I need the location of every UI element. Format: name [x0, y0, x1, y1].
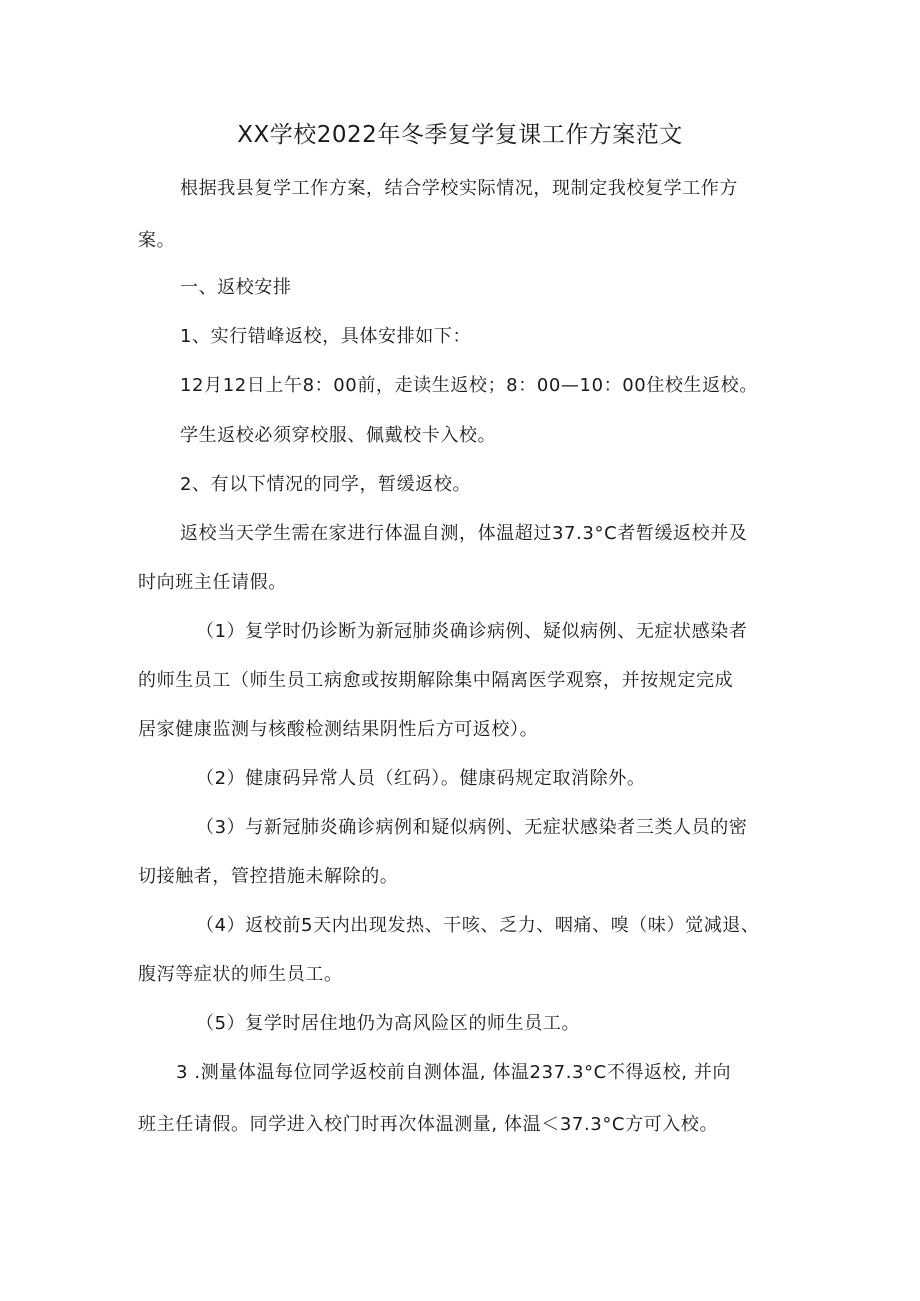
- item-1-schedule: 12月12日上午8：00前，走读生返校；8：00—10：00住校生返校。: [180, 375, 758, 396]
- condition-4-line-1: （4）返校前5天内出现发热、干咳、乏力、咽痛、嗅（味）觉减退、: [196, 915, 760, 936]
- intro-line-2: 案。: [138, 230, 176, 251]
- item-1-uniform: 学生返校必须穿校服、佩戴校卡入校。: [180, 425, 497, 446]
- condition-1-line-2: 的师生员工（师生员工病愈或按期解除集中隔离医学观察，并按规定完成: [138, 670, 734, 691]
- condition-1-line-1: （1）复学时仍诊断为新冠肺炎确诊病例、疑似病例、无症状感染者: [196, 621, 748, 642]
- item-3-line-2: 班主任请假。同学进入校门时再次体温测量, 体温＜37.3°C方可入校。: [138, 1114, 719, 1135]
- item-2-temp-line-1: 返校当天学生需在家进行体温自测，体温超过37.3°C者暂缓返校并及: [180, 523, 748, 544]
- condition-3-line-2: 切接触者，管控措施未解除的。: [138, 866, 399, 887]
- condition-5-line-1: （5）复学时居住地仍为高风险区的师生员工。: [196, 1013, 581, 1034]
- condition-2-line-1: （2）健康码异常人员（红码）。健康码规定取消除外。: [196, 768, 646, 789]
- condition-4-line-2: 腹泻等症状的师生员工。: [138, 964, 343, 985]
- item-1-heading: 1、实行错峰返校，具体安排如下：: [180, 326, 472, 347]
- condition-1-line-3: 居家健康监测与核酸检测结果阴性后方可返校）。: [138, 719, 539, 740]
- document-title: XX学校2022年冬季复学复课工作方案范文: [237, 122, 683, 148]
- item-2-heading: 2、有以下情况的同学，暂缓返校。: [180, 474, 472, 495]
- condition-3-line-1: （3）与新冠肺炎确诊病例和疑似病例、无症状感染者三类人员的密: [196, 817, 748, 838]
- section-heading: 一、返校安排: [180, 277, 292, 298]
- item-2-temp-line-2: 时向班主任请假。: [138, 572, 287, 593]
- item-3-line-1: 3 .测量体温每位同学返校前自测体温, 体温237.3°C不得返校, 并向: [176, 1062, 732, 1083]
- intro-line-1: 根据我县复学工作方案，结合学校实际情况，现制定我校复学工作方: [180, 178, 738, 199]
